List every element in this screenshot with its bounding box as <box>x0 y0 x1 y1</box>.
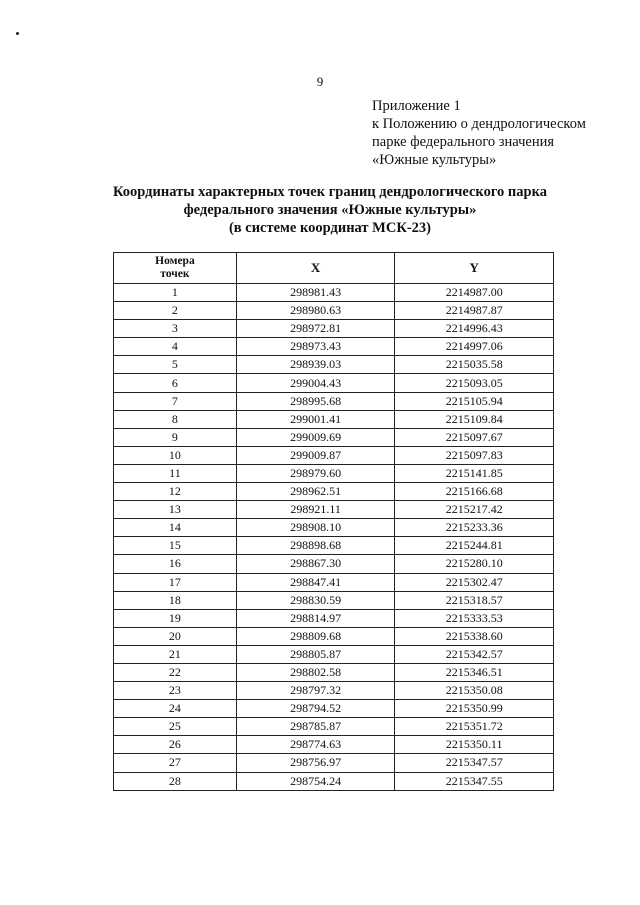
cell-y: 2215346.51 <box>395 663 554 681</box>
table-row <box>114 663 554 681</box>
cell-y: 2215093.05 <box>395 374 554 392</box>
cell-x: 298995.68 <box>236 392 395 410</box>
cell-point-number: 5 <box>114 356 237 374</box>
cell-x: 298794.52 <box>236 700 395 718</box>
table-row <box>114 609 554 627</box>
cell-y: 2215350.99 <box>395 700 554 718</box>
table-row <box>114 736 554 754</box>
cell-x: 298814.97 <box>236 609 395 627</box>
cell-x: 298802.58 <box>236 663 395 681</box>
table-row <box>114 555 554 573</box>
cell-x: 298962.51 <box>236 483 395 501</box>
cell-point-number: 18 <box>114 591 237 609</box>
cell-x: 298908.10 <box>236 519 395 537</box>
table-row <box>114 374 554 392</box>
cell-x: 298830.59 <box>236 591 395 609</box>
table-row <box>114 718 554 736</box>
table-row <box>114 410 554 428</box>
coordinates-table <box>113 252 554 791</box>
table-row <box>114 392 554 410</box>
page-number: 9 <box>316 74 324 89</box>
cell-point-number: 9 <box>114 428 237 446</box>
appendix-line-1: Приложение 1 <box>372 98 461 114</box>
cell-point-number: 6 <box>114 374 237 392</box>
cell-y: 2215141.85 <box>395 464 554 482</box>
cell-point-number: 19 <box>114 609 237 627</box>
cell-point-number: 3 <box>114 320 237 338</box>
cell-x: 299009.69 <box>236 428 395 446</box>
appendix-line-2: к Положению о дендрологическом <box>372 116 586 132</box>
cell-x: 298980.63 <box>236 302 395 320</box>
header-point-number-line-1: Номера <box>155 255 195 267</box>
cell-point-number: 15 <box>114 537 237 555</box>
cell-y: 2215350.08 <box>395 682 554 700</box>
cell-y: 2215280.10 <box>395 555 554 573</box>
cell-point-number: 24 <box>114 700 237 718</box>
table-row <box>114 464 554 482</box>
cell-y: 2215097.83 <box>395 446 554 464</box>
table-row <box>114 501 554 519</box>
cell-point-number: 2 <box>114 302 237 320</box>
table-row <box>114 446 554 464</box>
cell-x: 298898.68 <box>236 537 395 555</box>
table-row <box>114 573 554 591</box>
table-row <box>114 320 554 338</box>
table-body <box>114 284 554 791</box>
title-line-1: Координаты характерных точек границ дендрологического парка <box>113 184 547 200</box>
table-row <box>114 772 554 790</box>
cell-x: 298756.97 <box>236 754 395 772</box>
cell-y: 2214996.43 <box>395 320 554 338</box>
cell-point-number: 28 <box>114 772 237 790</box>
appendix-line-4: «Южные культуры» <box>372 152 497 168</box>
table-row <box>114 754 554 772</box>
header-point-number-line-2: точек <box>160 268 190 280</box>
cell-point-number: 1 <box>114 284 237 302</box>
cell-x: 298972.81 <box>236 320 395 338</box>
cell-y: 2215217.42 <box>395 501 554 519</box>
cell-point-number: 21 <box>114 645 237 663</box>
cell-x: 298973.43 <box>236 338 395 356</box>
cell-point-number: 4 <box>114 338 237 356</box>
cell-x: 298797.32 <box>236 682 395 700</box>
title-line-3: (в системе координат МСК-23) <box>228 220 432 236</box>
cell-y: 2215318.57 <box>395 591 554 609</box>
cell-x: 298809.68 <box>236 627 395 645</box>
cell-point-number: 7 <box>114 392 237 410</box>
table-row <box>114 483 554 501</box>
cell-y: 2214997.06 <box>395 338 554 356</box>
cell-y: 2215109.84 <box>395 410 554 428</box>
table-row <box>114 284 554 302</box>
scan-speck <box>16 32 19 35</box>
cell-y: 2214987.87 <box>395 302 554 320</box>
cell-point-number: 27 <box>114 754 237 772</box>
document-title <box>100 183 560 237</box>
cell-x: 299004.43 <box>236 374 395 392</box>
cell-point-number: 8 <box>114 410 237 428</box>
cell-point-number: 23 <box>114 682 237 700</box>
table-row <box>114 591 554 609</box>
cell-y: 2215351.72 <box>395 718 554 736</box>
cell-y: 2215347.55 <box>395 772 554 790</box>
appendix-line-3: парке федерального значения <box>372 134 555 150</box>
cell-y: 2215338.60 <box>395 627 554 645</box>
cell-y: 2215233.36 <box>395 519 554 537</box>
table-row <box>114 302 554 320</box>
cell-x: 298785.87 <box>236 718 395 736</box>
cell-y: 2215302.47 <box>395 573 554 591</box>
cell-point-number: 13 <box>114 501 237 519</box>
cell-point-number: 20 <box>114 627 237 645</box>
cell-point-number: 16 <box>114 555 237 573</box>
cell-x: 298754.24 <box>236 772 395 790</box>
table-row <box>114 338 554 356</box>
cell-y: 2215342.57 <box>395 645 554 663</box>
cell-x: 298981.43 <box>236 284 395 302</box>
appendix-caption <box>372 97 586 169</box>
table-row <box>114 428 554 446</box>
table-row <box>114 645 554 663</box>
cell-x: 298939.03 <box>236 356 395 374</box>
cell-x: 298979.60 <box>236 464 395 482</box>
cell-y: 2215035.58 <box>395 356 554 374</box>
cell-point-number: 25 <box>114 718 237 736</box>
cell-x: 298921.11 <box>236 501 395 519</box>
table-row <box>114 519 554 537</box>
table-header <box>114 253 554 284</box>
cell-x: 298867.30 <box>236 555 395 573</box>
header-x: X <box>236 253 395 284</box>
cell-x: 298774.63 <box>236 736 395 754</box>
cell-point-number: 14 <box>114 519 237 537</box>
cell-point-number: 17 <box>114 573 237 591</box>
cell-y: 2215244.81 <box>395 537 554 555</box>
cell-x: 298847.41 <box>236 573 395 591</box>
cell-x: 299009.87 <box>236 446 395 464</box>
cell-x: 298805.87 <box>236 645 395 663</box>
cell-point-number: 10 <box>114 446 237 464</box>
header-y: Y <box>395 253 554 284</box>
cell-y: 2215105.94 <box>395 392 554 410</box>
table-row <box>114 537 554 555</box>
cell-point-number: 12 <box>114 483 237 501</box>
cell-point-number: 11 <box>114 464 237 482</box>
cell-x: 299001.41 <box>236 410 395 428</box>
cell-point-number: 26 <box>114 736 237 754</box>
table-row <box>114 700 554 718</box>
table-row <box>114 627 554 645</box>
cell-y: 2215333.53 <box>395 609 554 627</box>
table-header-row <box>114 253 554 284</box>
table-row <box>114 682 554 700</box>
cell-y: 2215350.11 <box>395 736 554 754</box>
table-row <box>114 356 554 374</box>
cell-y: 2215166.68 <box>395 483 554 501</box>
title-line-2: федерального значения «Южные культуры» <box>183 202 477 218</box>
cell-y: 2215347.57 <box>395 754 554 772</box>
header-point-number <box>114 253 237 284</box>
cell-point-number: 22 <box>114 663 237 681</box>
cell-y: 2215097.67 <box>395 428 554 446</box>
cell-y: 2214987.00 <box>395 284 554 302</box>
